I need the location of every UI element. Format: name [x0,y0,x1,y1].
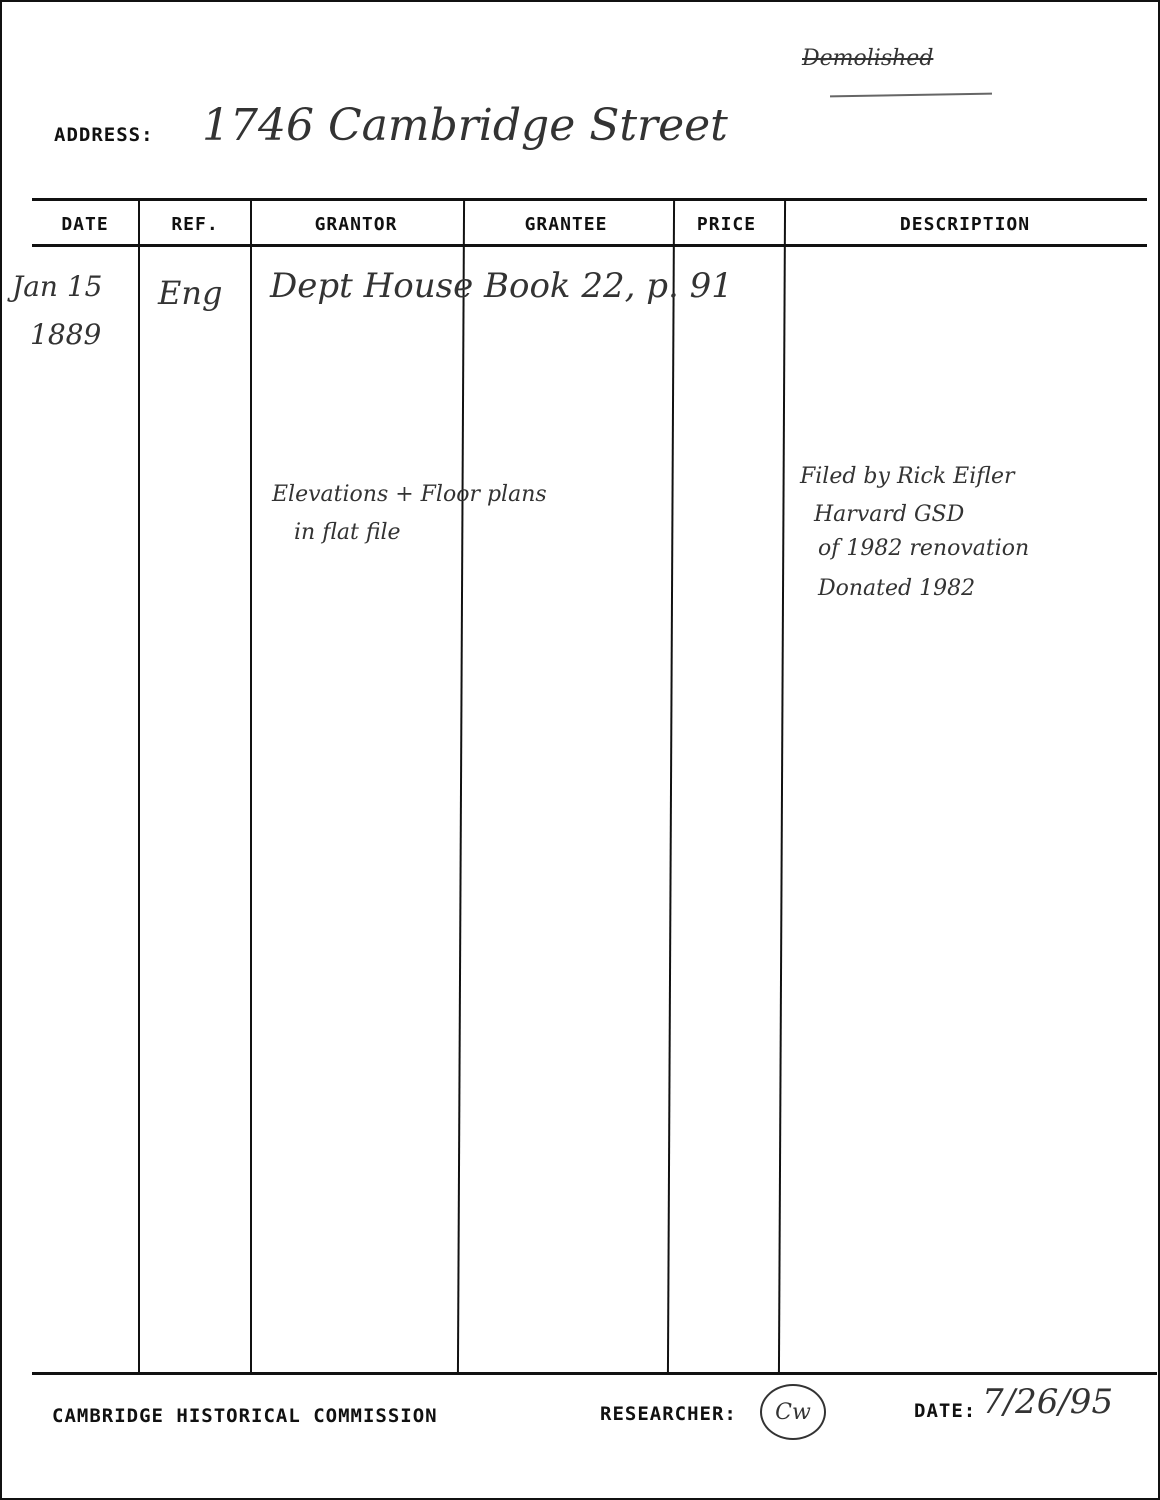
column-divider-5 [778,200,786,1374]
address-label: ADDRESS: [54,124,154,146]
row-date-line-2: 1889 [30,318,102,351]
description-line-3: of 1982 renovation [818,536,1030,561]
column-divider-4 [667,200,675,1374]
column-header-date: DATE [61,213,109,235]
researcher-initials: Cw [760,1384,826,1440]
column-header-grantor: GRANTOR [314,213,398,235]
table-top-rule [32,198,1147,201]
status-underline [830,93,992,98]
description-line-2: Harvard GSD [814,502,965,527]
date-label: DATE: [914,1400,977,1422]
row-grantor-grantee: Dept House Book 22, p. 91 [270,266,733,306]
description-line-4: Donated 1982 [818,576,976,601]
row-ref: Eng [158,274,223,312]
table-bottom-rule [32,1372,1157,1375]
column-divider-2 [250,200,252,1374]
plans-note-line-2: in flat file [294,520,401,545]
column-header-grantee: GRANTEE [524,213,608,235]
researcher-label: RESEARCHER: [600,1403,737,1425]
plans-note-line-1: Elevations + Floor plans [272,482,547,507]
column-header-description: DESCRIPTION [899,213,1031,235]
footer-organization: CAMBRIDGE HISTORICAL COMMISSION [52,1405,438,1427]
column-divider-3 [457,200,465,1374]
description-line-1: Filed by Rick Eifler [800,464,1015,489]
row-date-line-1: Jan 15 [12,270,103,303]
column-divider-1 [138,200,140,1374]
address-value: 1746 Cambridge Street [202,100,728,151]
column-header-ref: REF. [171,213,219,235]
date-value: 7/26/95 [982,1382,1114,1422]
column-header-price: PRICE [696,213,757,235]
status-note: Demolished [802,46,934,71]
